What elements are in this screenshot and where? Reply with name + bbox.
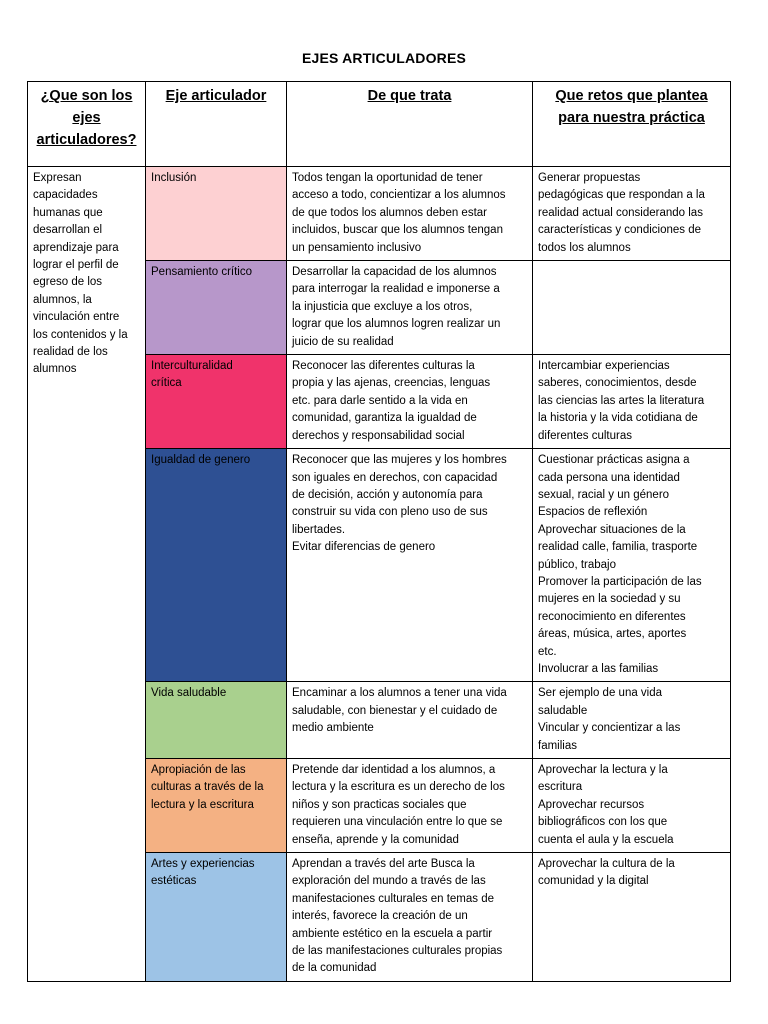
axes-table <box>27 81 731 982</box>
table-header-row <box>28 82 731 167</box>
axis-about: Encaminar a los alumnos a tener una vida saludable, con bienestar y el cuidado de medio ambiente <box>287 682 533 759</box>
axis-challenges: Aprovechar la cultura de la comunidad y la digital <box>533 853 731 982</box>
axis-challenges <box>533 261 731 355</box>
axis-cell-gender-equality <box>146 449 287 682</box>
axis-cell-interculturality <box>146 355 287 449</box>
axis-name: Apropiación de las culturas a través de la lectura y la escritura <box>151 764 264 811</box>
axis-about: Reconocer que las mujeres y los hombres son iguales en derechos, con capacidad de decisión, acción y autonomía para construir su vida con pleno uso de sus libertades. Evitar diferencias de genero <box>287 449 533 682</box>
axis-about: Aprendan a través del arte Busca la exploración del mundo a través de las manifestaciones culturales en temas de interés, favorece la creación de un ambiente estético en la escuela a partir de las manifestaciones culturales propias de la comunidad <box>287 853 533 982</box>
axis-cell-healthy-life <box>146 682 287 759</box>
header-axis: Eje articulador <box>146 82 287 167</box>
axis-challenges: Aprovechar la lectura y la escritura Aprovechar recursos bibliográficos con los que cuenta el aula y la escuela <box>533 759 731 853</box>
header-what-are-axes: ¿Que son los ejes articuladores? <box>28 82 146 167</box>
axis-challenges: Ser ejemplo de una vida saludable Vincular y concientizar a las familias <box>533 682 731 759</box>
axis-about: Todos tengan la oportunidad de tener acceso a todo, concientizar a los alumnos de que todos los alumnos deben estar incluidos, buscar que los alumnos tengan un pensamiento inclusivo <box>287 167 533 261</box>
axis-about: Desarrollar la capacidad de los alumnos para interrogar la realidad e imponerse a la injusticia que excluye a los otros, lograr que los alumnos logren realizar un juicio de su realidad <box>287 261 533 355</box>
axes-definition: Expresan capacidades humanas que desarrollan el aprendizaje para lograr el perfil de egreso de los alumnos, la vinculación entre los contenidos y la realidad de los alumnos <box>28 167 146 982</box>
axis-cell-reading-writing <box>146 759 287 853</box>
axis-name: Inclusión <box>151 172 197 184</box>
page-title: EJES ARTICULADORES <box>301 50 467 66</box>
axis-name: Pensamiento crítico <box>151 266 252 279</box>
header-challenges: Que retos que plantea para nuestra práctica <box>533 82 731 167</box>
axis-challenges: Cuestionar prácticas asigna a cada persona una identidad sexual, racial y un género Espacios de reflexión Aprovechar situaciones de la realidad calle, familia, trasporte público, trabajo Promover la participación de las mujeres en la sociedad y su reconocimiento en diferentes áreas, música, artes, aportes etc. Involucrar a las familias <box>533 449 731 682</box>
axis-about: Reconocer las diferentes culturas la propia y las ajenas, creencias, lenguas etc. para darle sentido a la vida en comunidad, garantiza la igualdad de derechos y responsabilidad social <box>287 355 533 449</box>
axis-name: Vida saludable <box>151 687 227 700</box>
axis-challenges: Generar propuestas pedagógicas que respondan a la realidad actual considerando las características y condiciones de todos los alumnos <box>533 167 731 261</box>
axis-name: Interculturalidad crítica <box>151 360 233 390</box>
header-about: De que trata <box>287 82 533 167</box>
axis-cell-inclusion <box>146 167 287 261</box>
axis-about: Pretende dar identidad a los alumnos, a lectura y la escritura es un derecho de los niños y son practicas sociales que requieren una vinculación entre lo que se enseña, aprende y la comunidad <box>287 759 533 853</box>
table-row <box>28 167 731 261</box>
axis-cell-arts <box>146 853 287 982</box>
axis-cell-critical-thinking <box>146 261 287 355</box>
axis-challenges: Intercambiar experiencias saberes, conocimientos, desde las ciencias las artes la literatura la historia y la vida cotidiana de diferentes culturas <box>533 355 731 449</box>
axis-name: Artes y experiencias estéticas <box>151 858 255 888</box>
axis-name: Igualdad de genero <box>151 454 251 467</box>
